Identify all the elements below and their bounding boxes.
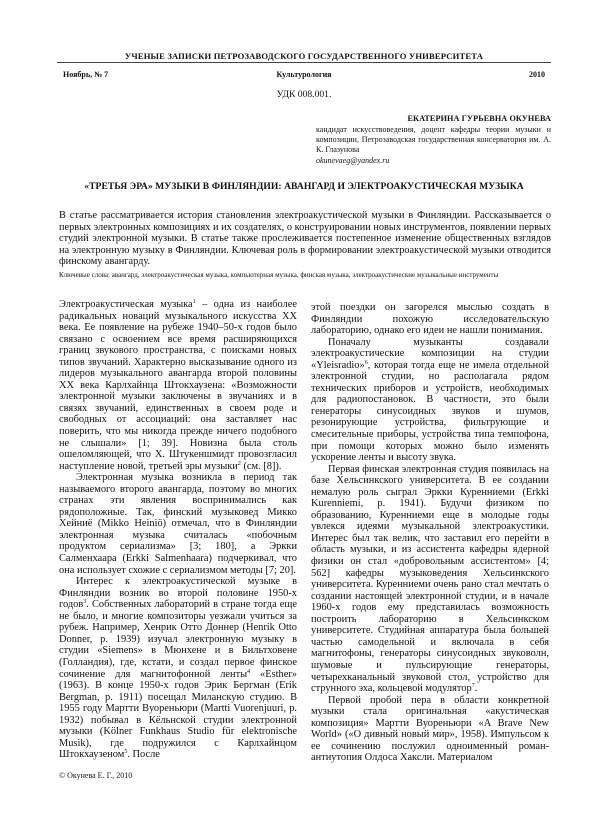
- author-affiliation: кандидат искусствоведения, доцент кафедры теории музыки и композиции, Петрозаводская государственная консерватория им. А. К. Глазунова: [316, 125, 551, 155]
- text-run: , которая тогда еще не имела отдельной электронной студии, но располагала рядом технических приборов и устройств, необходимых для радиопостановок. В частности, это были генераторы синусоидных звуков и шумов, резонирующие устройства, фильтрующие и смесительные приборы, устройства типа темпофона, при помощи которых можно было изменять ускорение ленты и высоту звука.: [311, 359, 549, 464]
- footnote-ref[interactable]: 1: [192, 299, 196, 305]
- body-column-left: [59, 299, 297, 761]
- issue-year: 2010: [529, 70, 545, 79]
- paragraph: [59, 299, 297, 472]
- paragraph: этой поездки он загорелся мыслью создать в Финляндии похожую исследовательскую лабораторию, однако его идеи не нашли понимания.: [311, 302, 549, 337]
- header-rule: [57, 62, 551, 63]
- text-run: Электроакустическая музыка: [59, 299, 193, 310]
- footnote-ref[interactable]: 4: [247, 668, 251, 675]
- issue-number: Ноябрь, № 7: [63, 70, 109, 79]
- text-run: Первая финская электронная студия появилась на базе Хельсинкского университета. В ее создании немалую роль сыграл Эркки Куренниеми (Erkki Kurenniemi, р. 1941). Будучи физиком по образованию, Куренниеми еще в молодые годы увлекся идеями музыкальной электроакустики. Интерес был так велик, что заставил его перейти в область музыки, и из ассистента кафедры ядерной физики он стал «добровольным ассистентом» [4; 562] кафедры музыковедения Хельсинкского университета. Куренниеми очень рано стал мечтать о создании настоящей электронной студии, и в начале 1960-х годов ему представилась возможность построить лабораторию в Хельсинкском университете. Студийная аппаратура была большей частью самодельной и включала в себя магнитофоны, генераторы синусоидных звуковолн, шумовые и пульсирующие генераторы, четырехканальный звуковой стол, устройство для струнного эха, кольцевой модулятор: [311, 463, 549, 695]
- article-title: «ТРЕТЬЯ ЭРА» МУЗЫКИ В ФИНЛЯНДИИ: АВАНГАРД И ЭЛЕКТРОАКУСТИЧЕСКАЯ МУЗЫКА: [84, 181, 524, 192]
- abstract: В статье рассматривается история становления электроакустической музыки в Финляндии. Рассказывается о первых электронных композициях и их создателях, о конструировании новых инструментов, появлении первых студий электронной музыки. В статье также прослеживается постепенное изменение общественных взглядов на электронную музыку в Финляндии. Ключевая роль в формировании электроакустической музыки отводится финскому авангарду.: [59, 210, 551, 268]
- keywords: Ключевые слова: авангард, электроакустическая музыка, компьютерная музыка, финская музыка, электроакустические музыкальные инструменты: [59, 271, 499, 279]
- author-email[interactable]: okunevaeg@yandex.ru: [316, 155, 390, 165]
- journal-title: УЧЕНЫЕ ЗАПИСКИ ПЕТРОЗАВОДСКОГО ГОСУДАРСТВЕННОГО УНИВЕРСИТЕТА: [124, 51, 484, 61]
- issue-info-row: [63, 69, 545, 81]
- text-run: «Esther» (1963). В конце 1950-х годов Эрик Бергман (Erik Bergman, р. 1911) посещал Миланскую студию. В 1955 году Мартти Вуореньюри (Martti Vuorenjuuri, р. 1932) побывал в Кёльнской студии электронной музыки (Kölner Funkhaus Studio für elektronische Musik), где подружился с Карлхайнцом Штокхаузеном: [59, 668, 297, 761]
- udk-code: УДК 008.001.: [276, 89, 332, 100]
- text-run: Интерес к электроакустической музыке в Финляндии возник во второй половине 1950-х годов: [59, 576, 297, 611]
- author-name: ЕКАТЕРИНА ГУРЬЕВНА ОКУНЕВА: [407, 114, 551, 123]
- section-name: Культурология: [276, 70, 332, 79]
- copyright-notice: © Окунева Е. Г., 2010: [59, 771, 133, 780]
- author-block: [316, 113, 551, 166]
- footnote-ref[interactable]: 7: [471, 683, 475, 690]
- paragraph: Первой пробой пера в области конкретной музыки стала оригинальная «акустическая композиция» Мартти Вуореньюри «A Brave New World» («О дивный новый мир», 1958). Импульсом к ее сочинению послужил одноименный роман-антиутопия Олдоса Хаксли. Материалом: [311, 694, 549, 764]
- paragraph: Электронная музыка возникла в период так называемого второго авангарда, поэтому во многих странах эти явления воспринимались как рядоположные. Так, финский музыковед Микко Хейниё (Mikko Heiniö) отмечал, что в Финляндии электронная музыка считалась «побочным продуктом сериализма» [3; 180], а Эркки Салменхаара (Erkki Salmenhaara) подчеркивал, что она использует схожие с сериализмом методы [7; 20].: [59, 472, 297, 576]
- paragraph: [59, 576, 297, 761]
- footnote-ref[interactable]: 5: [124, 749, 128, 756]
- text-run: . После: [127, 749, 160, 761]
- footnote-ref[interactable]: 2: [237, 460, 241, 467]
- paragraph: [311, 464, 549, 695]
- footnote-ref[interactable]: 3: [83, 599, 87, 606]
- text-run: (см. [8]).: [240, 460, 282, 472]
- footnote-ref[interactable]: 6: [364, 359, 368, 366]
- text-run: . Собственных лабораторий в стране тогда еще не было, и многие композиторы уезжали учиться за рубеж. Например, Хенрик Отто Доннер (Henrik Otto Donner, р. 1939) изучал электронную музыку в студии «Siemens» в Мюнхене и в Бильтховене (Голландия), где, кстати, и создал первое финское сочинение для магнитофонной ленты: [59, 599, 297, 680]
- text-run: Поначалу музыканты создавали электроакустические композиции на студии «Yleisradio»: [311, 336, 549, 371]
- body-column-right: [311, 302, 549, 764]
- text-run: – одна из наиболее радикальных новаций музыкального искусства XX века. Ее появление на рубеже 1940–50-х годов было связано с освоением все время расширяющихся границ звукового пространства, с поисками новых типов звучаний. Характерно высказывание одного из лидеров музыкального авангарда второй половины XX века Карлхайнца Штокхаузена: «Возможности электронной музыки заключены в звучаниях и в связях звучаний, единственных в своем роде и свободных от ассоциаций: она заставляет нас поверить, что мы никогда прежде ничего подобного не слышали» [1; 39]. Новизна была столь ошеломляющей, что Х. Штукеншмидт провозгласил наступление новой, третьей эры музыки: [59, 299, 298, 472]
- paragraph: [311, 337, 549, 464]
- text-run: .: [474, 683, 478, 695]
